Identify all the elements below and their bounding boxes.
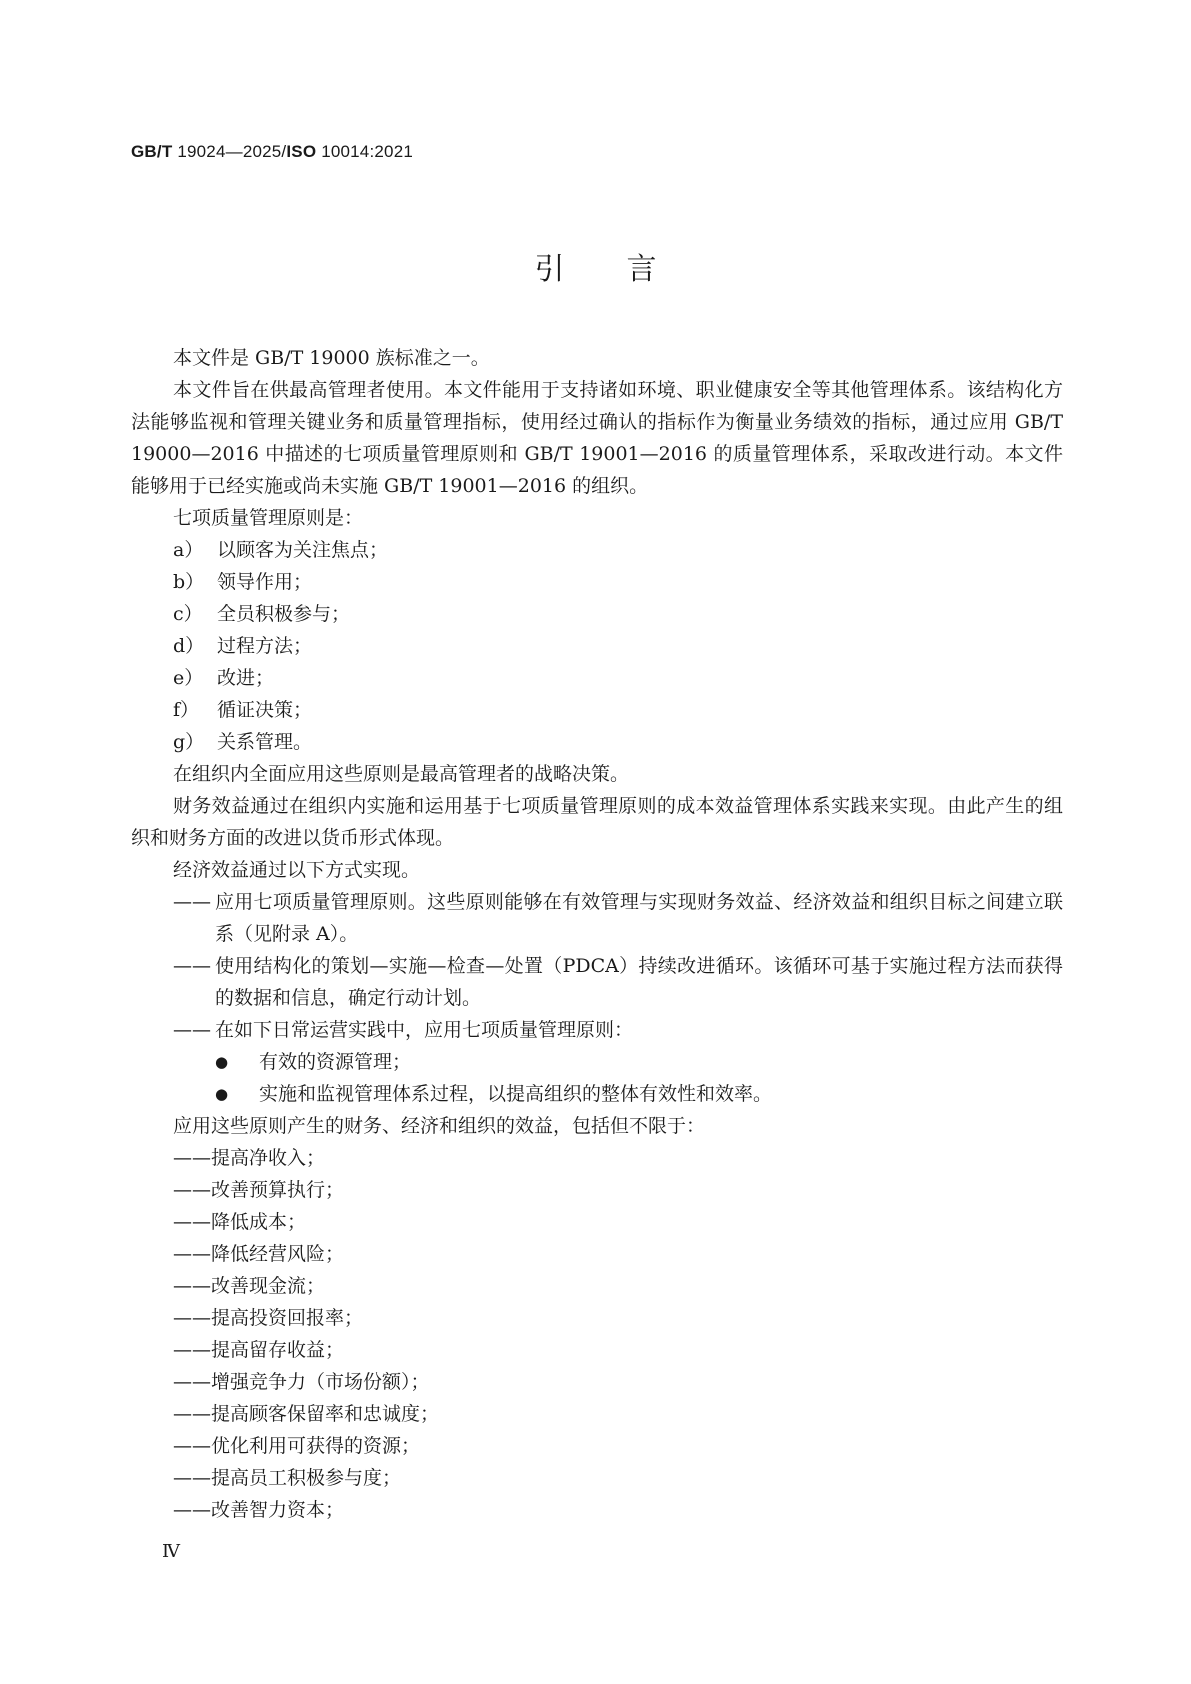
list-marker: c） [173,603,203,625]
paragraph: 财务效益通过在组织内实施和运用基于七项质量管理原则的成本效益管理体系实践来实现。由此产生的组织和财务方面的改进以货币形式体现。 [131,795,1063,849]
iso-code-bold: ISO [286,142,317,161]
dash-item [131,950,1063,1014]
benefit-item: ——改善预算执行； [173,1179,345,1201]
list-text: 以顾客为关注焦点； [217,539,389,561]
paragraph: 应用这些原则产生的财务、经济和组织的效益，包括但不限于： [173,1115,706,1137]
benefit-item: ——改善现金流； [173,1275,326,1297]
list-marker: e） [173,667,204,689]
list-item [131,630,1063,662]
paragraph: 在组织内全面应用这些原则是最高管理者的战略决策。 [173,763,630,785]
benefit-item: ——增强竞争力（市场份额）； [173,1371,430,1393]
benefit-item: ——降低成本； [173,1211,307,1233]
std-code-bold: GB/T [131,142,173,161]
page-title: 引言 [534,252,719,287]
benefits-list [131,1142,1063,1526]
list-text: 全员积极参与； [217,603,351,625]
iso-code-rest: 10014:2021 [316,142,414,161]
dash-text: 使用结构化的策划—实施—检查—处置（PDCA）持续改进循环。该循环可基于实施过程方法而获得的数据和信息，确定行动计划。 [215,955,1063,1009]
dash-marker: —— [173,1019,211,1041]
dash-marker: —— [173,955,211,977]
benefit-item: ——改善智力资本； [173,1499,345,1521]
benefit-item: ——降低经营风险； [173,1243,345,1265]
benefit-item: ——提高投资回报率； [173,1307,364,1329]
bullet-text: 有效的资源管理； [259,1051,412,1073]
bullet-text: 实施和监视管理体系过程，以提高组织的整体有效性和效率。 [259,1083,773,1105]
page-number: Ⅳ [162,1541,180,1562]
list-marker: f） [173,699,200,721]
ways-list [131,886,1063,1046]
bullet-item [131,1078,1063,1110]
dash-text: 在如下日常运营实践中，应用七项质量管理原则： [215,1019,634,1041]
list-item [131,662,1063,694]
list-text: 关系管理。 [217,731,313,753]
benefit-item: ——提高员工积极参与度； [173,1467,402,1489]
list-marker: d） [173,635,205,657]
dash-text: 应用七项质量管理原则。这些原则能够在有效管理与实现财务效益、经济效益和组织目标之间建立联系（见附录 A）。 [215,891,1063,945]
dash-marker: —— [173,891,211,913]
list-text: 改进； [217,667,275,689]
paragraph: 七项质量管理原则是： [173,507,364,529]
benefit-item: ——提高留存收益； [173,1339,345,1361]
standard-code-header [131,142,413,162]
paragraph: 本文件旨在供最高管理者使用。本文件能用于支持诸如环境、职业健康安全等其他管理体系。该结构化方法能够监视和管理关键业务和质量管理指标，使用经过确认的指标作为衡量业务绩效的指标，通过应用 GB/T 19000—2016 中描述的七项质量管理原则和 GB/T 19001—2016 的质量管理体系，采取改进行动。本文件能够用于已经实施或尚未实施 GB/T 19001—2016 的组织。 [131,379,1063,497]
benefit-item: ——提高顾客保留率和忠诚度； [173,1403,440,1425]
list-text: 过程方法； [217,635,313,657]
benefit-item: ——提高净收入； [173,1147,326,1169]
list-marker: b） [173,571,205,593]
bullet-item [131,1046,1063,1078]
document-body [131,342,1063,1526]
list-item [131,598,1063,630]
dash-item [131,1014,1063,1046]
list-item [131,566,1063,598]
list-item [131,694,1063,726]
paragraph: 经济效益通过以下方式实现。 [173,859,421,881]
list-marker: a） [173,539,204,561]
bullet-icon: ● [215,1053,229,1071]
std-code-rest: 19024—2025/ [172,142,287,161]
list-item [131,534,1063,566]
benefit-item: ——优化利用可获得的资源； [173,1435,421,1457]
list-item [131,726,1063,758]
list-marker: g） [173,731,205,753]
dash-item [131,886,1063,950]
bullet-list [131,1046,1063,1110]
bullet-icon: ● [215,1085,229,1103]
list-text: 领导作用； [217,571,313,593]
principles-list [131,534,1063,758]
paragraph: 本文件是 GB/T 19000 族标准之一。 [173,347,490,369]
list-text: 循证决策； [217,699,313,721]
